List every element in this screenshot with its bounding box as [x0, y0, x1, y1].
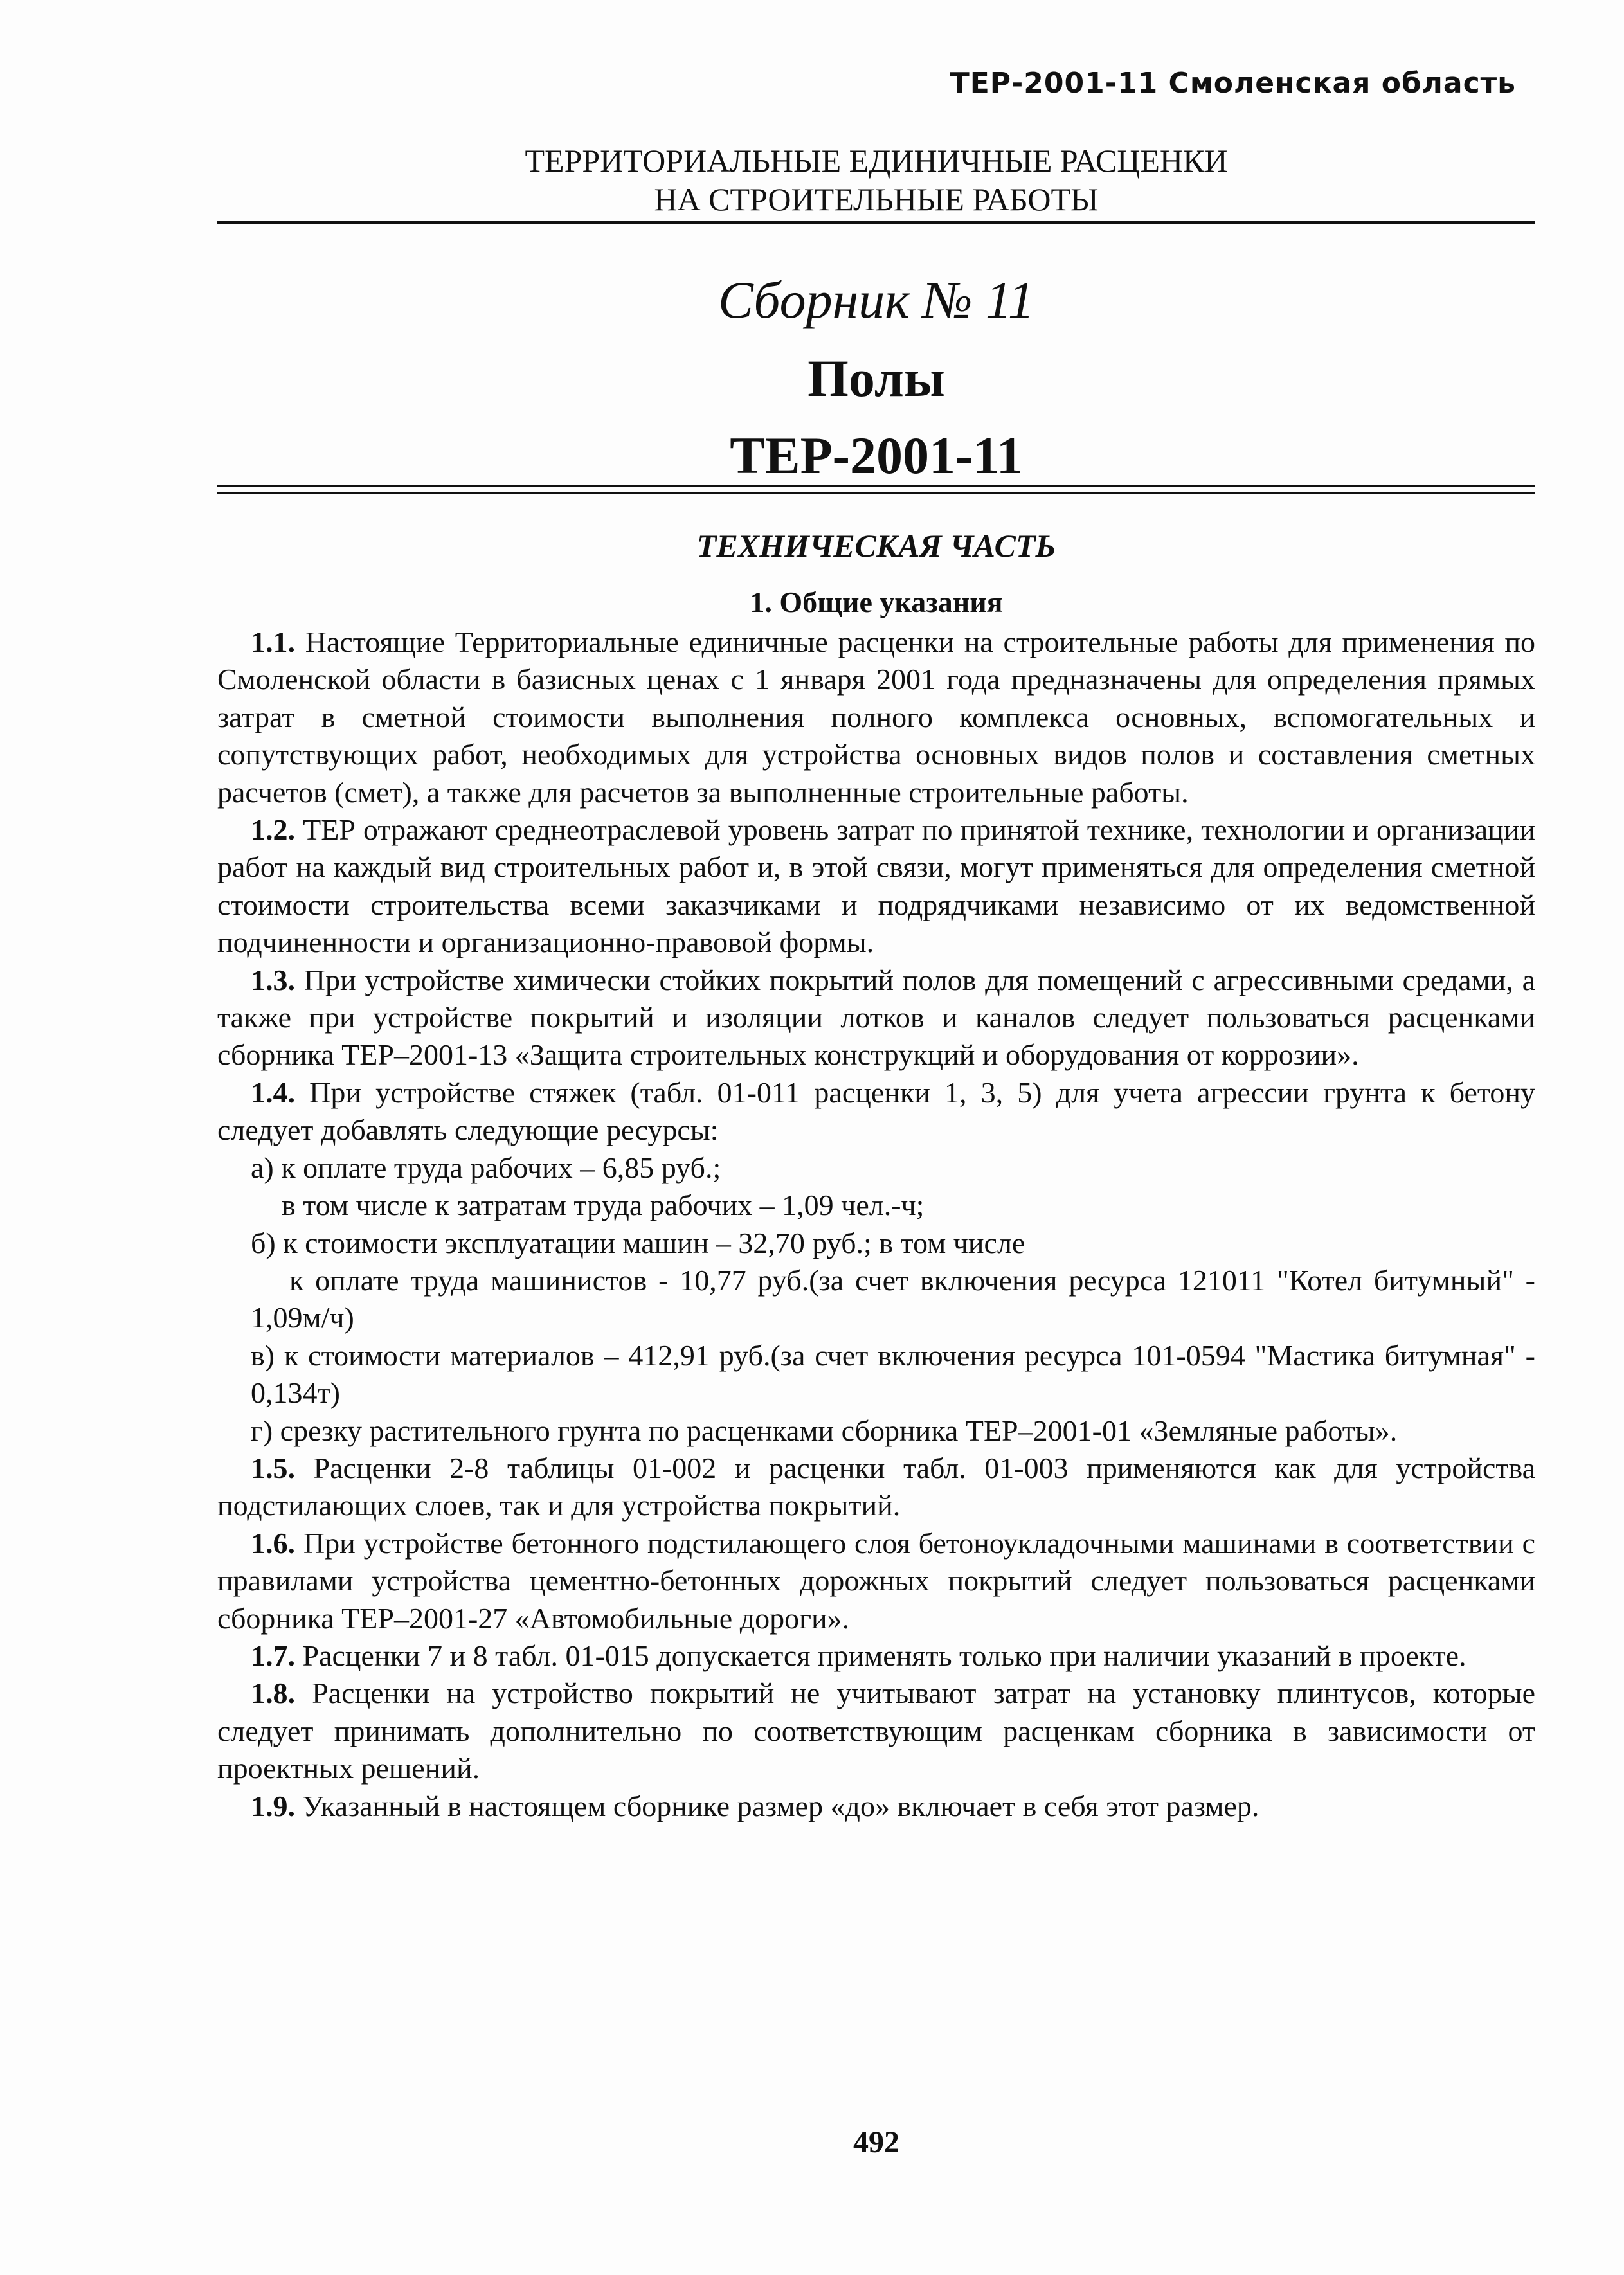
paragraph-number: 1.3. [251, 963, 295, 996]
list-item-b-sub: к оплате труда машинистов - 10,77 руб.(за счет включения ресурса 121011 "Котел битумный" - 1,09м/ч) [251, 1263, 1535, 1335]
list-item-d: г) срезку растительного грунта по расценками сборника ТЕР–2001-01 «Земляные работы». [251, 1414, 1398, 1447]
collection-code: ТЕР-2001-11 [730, 426, 1023, 485]
list-item-b: б) к стоимости эксплуатации машин – 32,70 руб.; в том числе [251, 1226, 1025, 1259]
title-rule-top [217, 485, 1535, 487]
title-rule-bottom [217, 492, 1535, 494]
paragraph-1-2 [217, 811, 1535, 962]
paragraph-text: Настоящие Территориальные единичные расценки на строительные работы для применения по Смоленской области в базисных ценах с 1 января 2001 года предназначены для определения прямых затрат в сметной стоимости выполнения полного комплекса основных, вспомогательных и сопутствующих работ, необходимых для устройства основных видов полов и составления сметных расчетов (смет), а также для расчетов за выполненные строительные работы. [217, 625, 1535, 809]
list-item-c: в) к стоимости материалов – 412,91 руб.(за счет включения ресурса 101-0594 "Мастика битумная" - 0,134т) [251, 1338, 1535, 1410]
paragraph-text: Расценки 7 и 8 табл. 01-015 допускается применять только при наличии указаний в проекте. [295, 1639, 1466, 1672]
collection-number: Сборник № 11 [718, 271, 1034, 329]
paragraph-number: 1.7. [251, 1639, 295, 1672]
header-line-1: ТЕРРИТОРИАЛЬНЫЕ ЕДИНИЧНЫЕ РАСЦЕНКИ [525, 143, 1228, 179]
document-header [217, 141, 1535, 219]
paragraph-text: ТЕР отражают среднеотраслевой уровень затрат по принятой технике, технологии и организации работ на каждый вид строительных работ и, в этой связи, могут применяться для определения сметной стоимости строительства всеми заказчиками и подрядчиками независимо от их ведомственной подчиненности и организационно-правовой формы. [217, 813, 1535, 959]
list-item-a: а) к оплате труда рабочих – 6,85 руб.; [251, 1151, 721, 1184]
collection-name: Полы [807, 349, 945, 408]
body-text [217, 624, 1535, 1825]
paragraph-1-3 [217, 962, 1535, 1074]
paragraph-number: 1.2. [251, 813, 295, 847]
page-number: 492 [853, 2125, 899, 2159]
section-title: 1. Общие указания [750, 586, 1003, 618]
paragraph-number: 1.4. [251, 1075, 295, 1109]
paragraph-text: Расценки 2-8 таблицы 01-002 и расценки табл. 01-003 применяются как для устройства подстилающих слоев, так и для устройства покрытий. [217, 1451, 1535, 1522]
technical-part-heading: ТЕХНИЧЕСКАЯ ЧАСТЬ [696, 528, 1056, 564]
paragraph-1-4 [217, 1074, 1535, 1149]
paragraph-1-5 [217, 1450, 1535, 1525]
running-head: ТЕР-2001-11 Смоленская область [950, 67, 1516, 100]
list-item-a-sub: в том числе к затратам труда рабочих – 1,09 чел.-ч; [282, 1189, 925, 1222]
paragraph-1-6 [217, 1525, 1535, 1637]
header-rule [217, 221, 1535, 224]
paragraph-number: 1.8. [251, 1677, 295, 1710]
paragraph-1-8 [217, 1675, 1535, 1787]
paragraph-number: 1.9. [251, 1789, 295, 1822]
paragraph-text: При устройстве химически стойких покрытий полов для помещений с агрессивными средами, а также при устройстве покрытий и изоляции лотков и каналов следует пользоваться расценками сборника ТЕР–2001-13 «Защита строительных конструкций и оборудования от коррозии». [217, 963, 1535, 1072]
paragraph-number: 1.6. [251, 1526, 295, 1560]
paragraph-text: При устройстве стяжек (табл. 01-011 расценки 1, 3, 5) для учета агрессии грунта к бетону следует добавлять следующие ресурсы: [217, 1075, 1535, 1147]
paragraph-1-7 [217, 1637, 1535, 1675]
paragraph-1-1 [217, 624, 1535, 811]
header-line-2: НА СТРОИТЕЛЬНЫЕ РАБОТЫ [654, 181, 1099, 217]
paragraph-text: При устройстве бетонного подстилающего слоя бетоноукладочными машинами в соответствии с правилами устройства цементно-бетонных дорожных покрытий следует пользоваться расценками сборника ТЕР–2001-27 «Автомобильные дороги». [217, 1526, 1535, 1635]
paragraph-1-9 [217, 1788, 1535, 1825]
paragraph-number: 1.1. [251, 625, 295, 658]
paragraph-text: Указанный в настоящем сборнике размер «до» включает в себя этот размер. [295, 1789, 1259, 1822]
paragraph-text: Расценки на устройство покрытий не учитывают затрат на установку плинтусов, которые следует принимать дополнительно по соответствующим расценкам сборника в зависимости от проектных решений. [217, 1677, 1535, 1785]
paragraph-number: 1.5. [251, 1451, 295, 1484]
